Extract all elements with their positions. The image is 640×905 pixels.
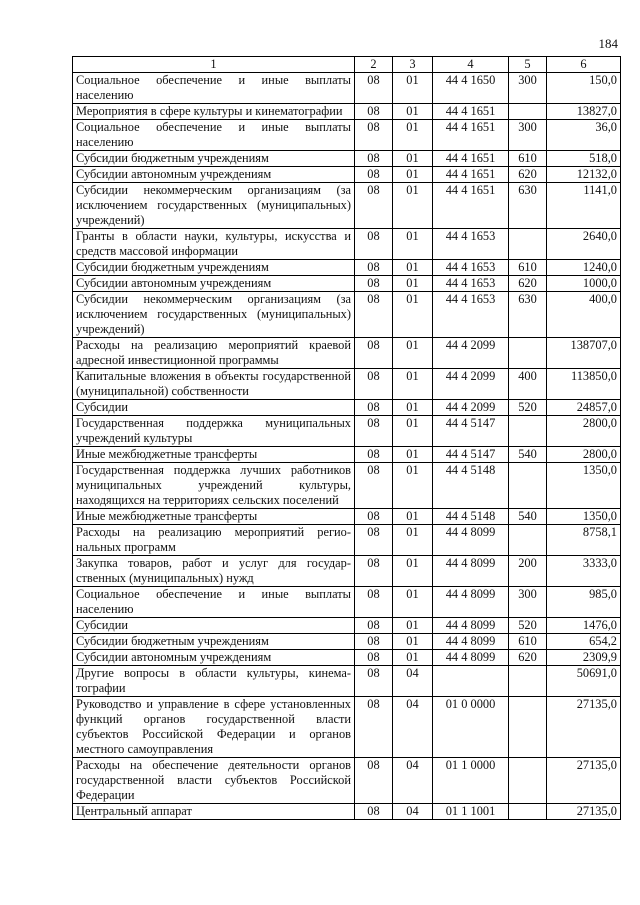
cell-name: Расходы на реализацию мероприятий краевой адресной инвестиционной программы [73,338,355,369]
cell-sum: 138707,0 [547,338,621,369]
table-row [73,666,621,697]
cell-rz: 08 [355,229,393,260]
cell-pr: 01 [393,276,433,292]
cell-vr [509,416,547,447]
table-row [73,509,621,525]
cell-pr: 01 [393,463,433,509]
cell-rz: 08 [355,697,393,758]
table-row [73,120,621,151]
cell-vr [509,666,547,697]
cell-name: Субсидии [73,400,355,416]
cell-csr: 44 4 5148 [433,509,509,525]
cell-name: Субсидии некоммерческим организациям (за исключением государственных (муниципальных) учреждений) [73,183,355,229]
cell-csr: 44 4 1651 [433,183,509,229]
cell-csr: 44 4 1650 [433,73,509,104]
cell-csr: 44 4 8099 [433,556,509,587]
cell-rz: 08 [355,447,393,463]
cell-sum: 400,0 [547,292,621,338]
cell-pr: 04 [393,758,433,804]
cell-csr: 44 4 2099 [433,400,509,416]
cell-pr: 01 [393,260,433,276]
cell-name: Субсидии некоммерческим организациям (за исключением государственных (муниципальных) учреждений) [73,292,355,338]
table-row [73,229,621,260]
cell-csr: 44 4 1653 [433,292,509,338]
cell-csr [433,666,509,697]
cell-vr: 520 [509,400,547,416]
cell-sum: 27135,0 [547,697,621,758]
table-row [73,104,621,120]
cell-name: Капитальные вложения в объекты государственной (муниципальной) собственности [73,369,355,400]
cell-csr: 44 4 5147 [433,447,509,463]
cell-sum: 518,0 [547,151,621,167]
cell-name: Социальное обеспечение и иные выплаты населению [73,73,355,104]
cell-name: Субсидии автономным учреждениям [73,276,355,292]
cell-vr: 540 [509,509,547,525]
column-header: 1 [73,57,355,73]
cell-name: Государственная поддержка муниципальных учреждений культуры [73,416,355,447]
cell-sum: 27135,0 [547,758,621,804]
cell-sum: 2800,0 [547,416,621,447]
table-row [73,556,621,587]
table-row [73,416,621,447]
cell-vr: 620 [509,167,547,183]
cell-sum: 113850,0 [547,369,621,400]
cell-pr: 04 [393,697,433,758]
column-header: 3 [393,57,433,73]
cell-vr: 300 [509,587,547,618]
cell-vr: 200 [509,556,547,587]
cell-sum: 12132,0 [547,167,621,183]
table-row [73,697,621,758]
cell-sum: 985,0 [547,587,621,618]
cell-pr: 01 [393,369,433,400]
cell-pr: 01 [393,556,433,587]
cell-name: Расходы на реализацию мероприятий региональных программ [73,525,355,556]
cell-csr: 44 4 1653 [433,260,509,276]
cell-vr: 630 [509,183,547,229]
cell-vr: 630 [509,292,547,338]
cell-sum: 50691,0 [547,666,621,697]
cell-rz: 08 [355,167,393,183]
column-header: 2 [355,57,393,73]
cell-pr: 01 [393,447,433,463]
cell-name: Мероприятия в сфере культуры и кинематографии [73,104,355,120]
cell-rz: 08 [355,369,393,400]
cell-rz: 08 [355,804,393,820]
cell-name: Иные межбюджетные трансферты [73,447,355,463]
cell-rz: 08 [355,556,393,587]
cell-rz: 08 [355,666,393,697]
table-row [73,634,621,650]
cell-rz: 08 [355,618,393,634]
cell-csr: 44 4 8099 [433,618,509,634]
cell-rz: 08 [355,587,393,618]
cell-name: Социальное обеспечение и иные выплаты населению [73,587,355,618]
cell-pr: 01 [393,73,433,104]
cell-name: Субсидии [73,618,355,634]
cell-vr: 300 [509,120,547,151]
column-header: 6 [547,57,621,73]
table-row [73,804,621,820]
cell-pr: 01 [393,587,433,618]
cell-name: Субсидии автономным учреждениям [73,167,355,183]
column-header: 4 [433,57,509,73]
cell-sum: 27135,0 [547,804,621,820]
cell-sum: 1000,0 [547,276,621,292]
cell-name: Субсидии бюджетным учреждениям [73,260,355,276]
cell-vr: 620 [509,276,547,292]
cell-name: Гранты в области науки, культуры, искусства и средств массовой информации [73,229,355,260]
table-row [73,369,621,400]
cell-sum: 2640,0 [547,229,621,260]
cell-pr: 01 [393,167,433,183]
cell-vr [509,804,547,820]
cell-pr: 01 [393,416,433,447]
cell-csr: 01 0 0000 [433,697,509,758]
cell-pr: 01 [393,650,433,666]
cell-pr: 01 [393,292,433,338]
cell-pr: 01 [393,509,433,525]
cell-csr: 01 1 0000 [433,758,509,804]
cell-name: Социальное обеспечение и иные выплаты населению [73,120,355,151]
page-number: 184 [598,36,618,51]
cell-rz: 08 [355,463,393,509]
table-row [73,338,621,369]
cell-sum: 2309,9 [547,650,621,666]
cell-name: Субсидии автономным учреждениям [73,650,355,666]
cell-rz: 08 [355,292,393,338]
cell-sum: 150,0 [547,73,621,104]
cell-rz: 08 [355,260,393,276]
cell-csr: 44 4 8099 [433,587,509,618]
cell-sum: 3333,0 [547,556,621,587]
cell-rz: 08 [355,416,393,447]
table-row [73,183,621,229]
cell-csr: 44 4 1651 [433,120,509,151]
cell-pr: 04 [393,804,433,820]
cell-sum: 1476,0 [547,618,621,634]
cell-sum: 8758,1 [547,525,621,556]
cell-vr: 610 [509,634,547,650]
table-row [73,73,621,104]
cell-vr: 610 [509,260,547,276]
cell-csr: 44 4 2099 [433,369,509,400]
cell-sum: 654,2 [547,634,621,650]
cell-sum: 2800,0 [547,447,621,463]
cell-sum: 1240,0 [547,260,621,276]
cell-sum: 36,0 [547,120,621,151]
cell-vr [509,463,547,509]
cell-name: Иные межбюджетные трансферты [73,509,355,525]
table-row [73,447,621,463]
cell-vr [509,525,547,556]
cell-pr: 04 [393,666,433,697]
table-row [73,151,621,167]
cell-name: Закупка товаров, работ и услуг для государственных (муниципальных) нужд [73,556,355,587]
cell-rz: 08 [355,73,393,104]
cell-csr: 01 1 1001 [433,804,509,820]
cell-pr: 01 [393,400,433,416]
cell-rz: 08 [355,634,393,650]
table-row [73,400,621,416]
cell-name: Расходы на обеспечение деятельности органов государственной власти субъектов Российской Федерации [73,758,355,804]
table-row [73,525,621,556]
cell-vr: 400 [509,369,547,400]
cell-rz: 08 [355,650,393,666]
cell-pr: 01 [393,120,433,151]
cell-pr: 01 [393,525,433,556]
cell-rz: 08 [355,400,393,416]
cell-rz: 08 [355,104,393,120]
cell-csr: 44 4 1651 [433,151,509,167]
cell-csr: 44 4 2099 [433,338,509,369]
table-row [73,618,621,634]
cell-name: Центральный аппарат [73,804,355,820]
cell-name: Другие вопросы в области культуры, кинематографии [73,666,355,697]
cell-rz: 08 [355,276,393,292]
cell-sum: 1350,0 [547,463,621,509]
cell-csr: 44 4 8099 [433,634,509,650]
cell-rz: 08 [355,509,393,525]
cell-pr: 01 [393,183,433,229]
cell-rz: 08 [355,338,393,369]
cell-vr [509,338,547,369]
cell-vr: 610 [509,151,547,167]
table-row [73,758,621,804]
cell-pr: 01 [393,151,433,167]
cell-name: Субсидии бюджетным учреждениям [73,151,355,167]
cell-pr: 01 [393,229,433,260]
table-row [73,167,621,183]
cell-pr: 01 [393,104,433,120]
cell-sum: 13827,0 [547,104,621,120]
cell-name: Субсидии бюджетным учреждениям [73,634,355,650]
cell-sum: 24857,0 [547,400,621,416]
cell-rz: 08 [355,120,393,151]
table-row [73,650,621,666]
cell-vr: 620 [509,650,547,666]
cell-csr: 44 4 5148 [433,463,509,509]
table-header-row [73,57,621,73]
cell-name: Руководство и управление в сфере установленных функций органов государственной власти субъектов Российской Федерации и органов местного самоуправления [73,697,355,758]
cell-vr [509,229,547,260]
table-row [73,463,621,509]
cell-rz: 08 [355,525,393,556]
table-row [73,587,621,618]
cell-rz: 08 [355,758,393,804]
cell-sum: 1141,0 [547,183,621,229]
cell-csr: 44 4 8099 [433,525,509,556]
cell-csr: 44 4 1651 [433,104,509,120]
cell-vr [509,104,547,120]
cell-pr: 01 [393,634,433,650]
cell-vr [509,758,547,804]
cell-sum: 1350,0 [547,509,621,525]
cell-vr [509,697,547,758]
cell-csr: 44 4 5147 [433,416,509,447]
cell-pr: 01 [393,618,433,634]
cell-csr: 44 4 1653 [433,276,509,292]
cell-rz: 08 [355,183,393,229]
table-row [73,260,621,276]
cell-csr: 44 4 8099 [433,650,509,666]
table-row [73,292,621,338]
table-row [73,276,621,292]
cell-csr: 44 4 1653 [433,229,509,260]
budget-table [72,56,621,820]
cell-vr: 540 [509,447,547,463]
cell-pr: 01 [393,338,433,369]
cell-csr: 44 4 1651 [433,167,509,183]
cell-rz: 08 [355,151,393,167]
cell-vr: 300 [509,73,547,104]
cell-name: Государственная поддержка лучших работников муниципальных учреждений культуры, находящихся на территориях сельских поселений [73,463,355,509]
cell-vr: 520 [509,618,547,634]
column-header: 5 [509,57,547,73]
